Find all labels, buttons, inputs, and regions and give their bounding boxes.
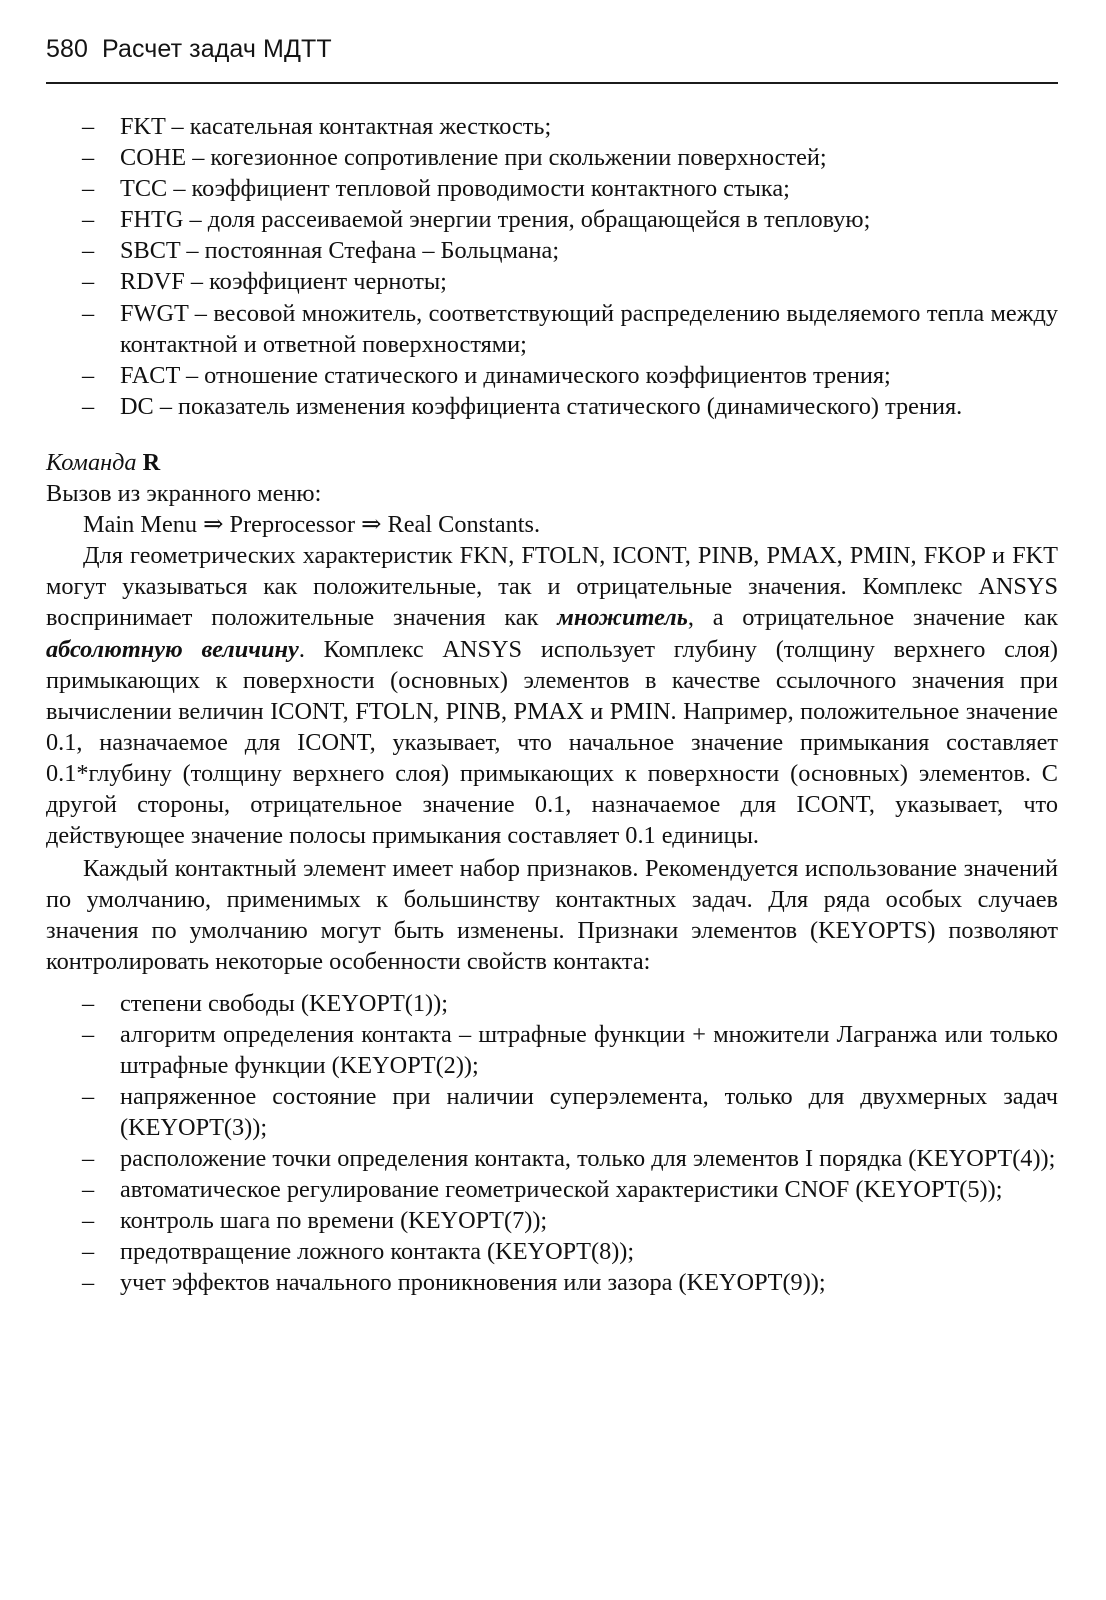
paragraph-text: . Комплекс ANSYS использует глубину (толщину верхнего слоя) примыкающих к поверхности (основных) элементов в качестве ссылочного значения при вычислении величин ICONT, FTOLN, PINB, PMAX и PMIN. Например, положительное значение 0.1, назначаемое для ICONT, указывает, что начальное значение примыкания составляет 0.1*глубину (толщину верхнего слоя) примыкающих к поверхности (основных) элементов. С другой стороны, отрицательное значение 0.1, назначаемое для ICONT, указывает, что действующее значение полосы примыкания составляет 0.1 единицы. xyxy=(46,635,1059,850)
dash-bullet: – xyxy=(82,113,95,140)
dash-bullet: – xyxy=(82,144,95,172)
list-item xyxy=(46,1267,1058,1298)
list-item-text: FWGT – весовой множитель, соответствующий распределению выделяемого тепла между контактной и ответной поверхностями; xyxy=(120,299,1058,358)
paragraph-text: , а отрицательное значение как xyxy=(687,604,1059,632)
list-item-text: алгоритм определения контакта – штрафные функции + множители Лагранжа или только штрафные функции (KEYOPT(2)); xyxy=(120,1020,1058,1079)
list-item xyxy=(46,1174,1058,1205)
dash-bullet: – xyxy=(82,299,95,327)
emphasis-multiplier: множитель xyxy=(557,604,688,632)
list-item xyxy=(46,988,1058,1019)
list-item xyxy=(46,360,1058,391)
menu-call-label: Вызов из экранного меню: xyxy=(46,480,322,508)
dash-bullet: – xyxy=(82,1238,95,1266)
list-item-text: RDVF – коэффициент черноты; xyxy=(120,268,447,296)
dash-bullet: – xyxy=(82,1269,95,1297)
list-item-text: контроль шага по времени (KEYOPT(7)); xyxy=(120,1207,548,1235)
list-item-text: TCC – коэффициент тепловой проводимости контактного стыка; xyxy=(120,175,790,203)
page-body xyxy=(46,111,1058,1298)
list-item xyxy=(46,1019,1058,1081)
dash-bullet: – xyxy=(82,392,95,420)
command-name: R xyxy=(142,448,161,476)
dash-bullet: – xyxy=(82,1176,95,1204)
list-item xyxy=(46,142,1058,173)
dash-bullet: – xyxy=(82,1145,95,1172)
running-title: Расчет задач МДТТ xyxy=(102,35,332,63)
menu-path: Main Menu ⇒ Preprocessor ⇒ Real Constants. xyxy=(83,511,541,539)
dash-bullet: – xyxy=(82,1020,95,1048)
list-item-text: FHTG – доля рассеиваемой энергии трения, обращающейся в тепловую; xyxy=(120,206,871,234)
list-item xyxy=(46,298,1058,360)
command-heading xyxy=(46,447,1058,478)
list-item-text: автоматическое регулирование геометрической характеристики CNOF (KEYOPT(5)); xyxy=(120,1176,1003,1204)
list-item xyxy=(46,235,1058,266)
list-item xyxy=(46,111,1058,142)
list-item-text: FACT – отношение статического и динамического коэффициентов трения; xyxy=(120,361,891,389)
list-item xyxy=(46,204,1058,235)
dash-bullet: – xyxy=(82,1207,95,1235)
list-item-text: DC – показатель изменения коэффициента статического (динамического) трения. xyxy=(120,392,963,420)
dash-bullet: – xyxy=(82,175,95,203)
list-item xyxy=(46,1081,1058,1143)
running-header xyxy=(46,34,1058,78)
dash-bullet: – xyxy=(82,361,95,389)
dash-bullet: – xyxy=(82,237,95,265)
header-rule xyxy=(46,82,1058,84)
list-item xyxy=(46,1236,1058,1267)
list-item-text: COHE – когезионное сопротивление при скольжении поверхностей; xyxy=(120,144,827,172)
dash-bullet: – xyxy=(82,206,95,234)
list-item xyxy=(46,173,1058,204)
list-item-text: FKT – касательная контактная жесткость; xyxy=(120,113,552,140)
dash-bullet: – xyxy=(82,989,95,1017)
list-item-text: SBCT – постоянная Стефана – Больцмана; xyxy=(120,237,560,265)
page-number: 580 xyxy=(46,35,89,63)
paragraph-signed-values xyxy=(46,540,1058,851)
dash-bullet: – xyxy=(82,268,95,296)
list-item-text: степени свободы (KEYOPT(1)); xyxy=(120,989,448,1017)
list-item xyxy=(46,1143,1058,1174)
list-item-text: расположение точки определения контакта, только для элементов I порядка (KEYOPT(4)); xyxy=(120,1145,1056,1172)
command-label: Команда xyxy=(46,448,137,476)
list-item xyxy=(46,391,1058,422)
emphasis-absolute-value: абсолютную величину xyxy=(46,635,299,663)
list-item xyxy=(46,266,1058,297)
list-item-text: учет эффектов начального проникновения или зазора (KEYOPT(9)); xyxy=(120,1269,826,1297)
list-item xyxy=(46,1205,1058,1236)
constants-list xyxy=(46,111,1058,422)
list-item-text: напряженное состояние при наличии суперэлемента, только для двухмерных задач (KEYOPT(3)); xyxy=(120,1082,1058,1141)
dash-bullet: – xyxy=(82,1082,95,1110)
paragraph-text: Для геометрических характеристик FKN, FTOLN, ICONT, PINB, PMAX, PMIN, FKOP и FKT могут указываться как положительные, так и отрицательные значения. Комплекс ANSYS воспринимает положительные значения как xyxy=(46,542,1058,632)
keyopts-list xyxy=(46,988,1058,1299)
list-item-text: предотвращение ложного контакта (KEYOPT(8)); xyxy=(120,1238,635,1266)
paragraph-keyopts: Каждый контактный элемент имеет набор признаков. Рекомендуется использование значений по умолчанию, применимых к большинству контактных задач. Для ряда особых случаев значения по умолчанию могут быть изменены. Признаки элементов (KEYOPTS) позволяют контролировать некоторые особенности свойств контакта: xyxy=(46,855,1058,976)
